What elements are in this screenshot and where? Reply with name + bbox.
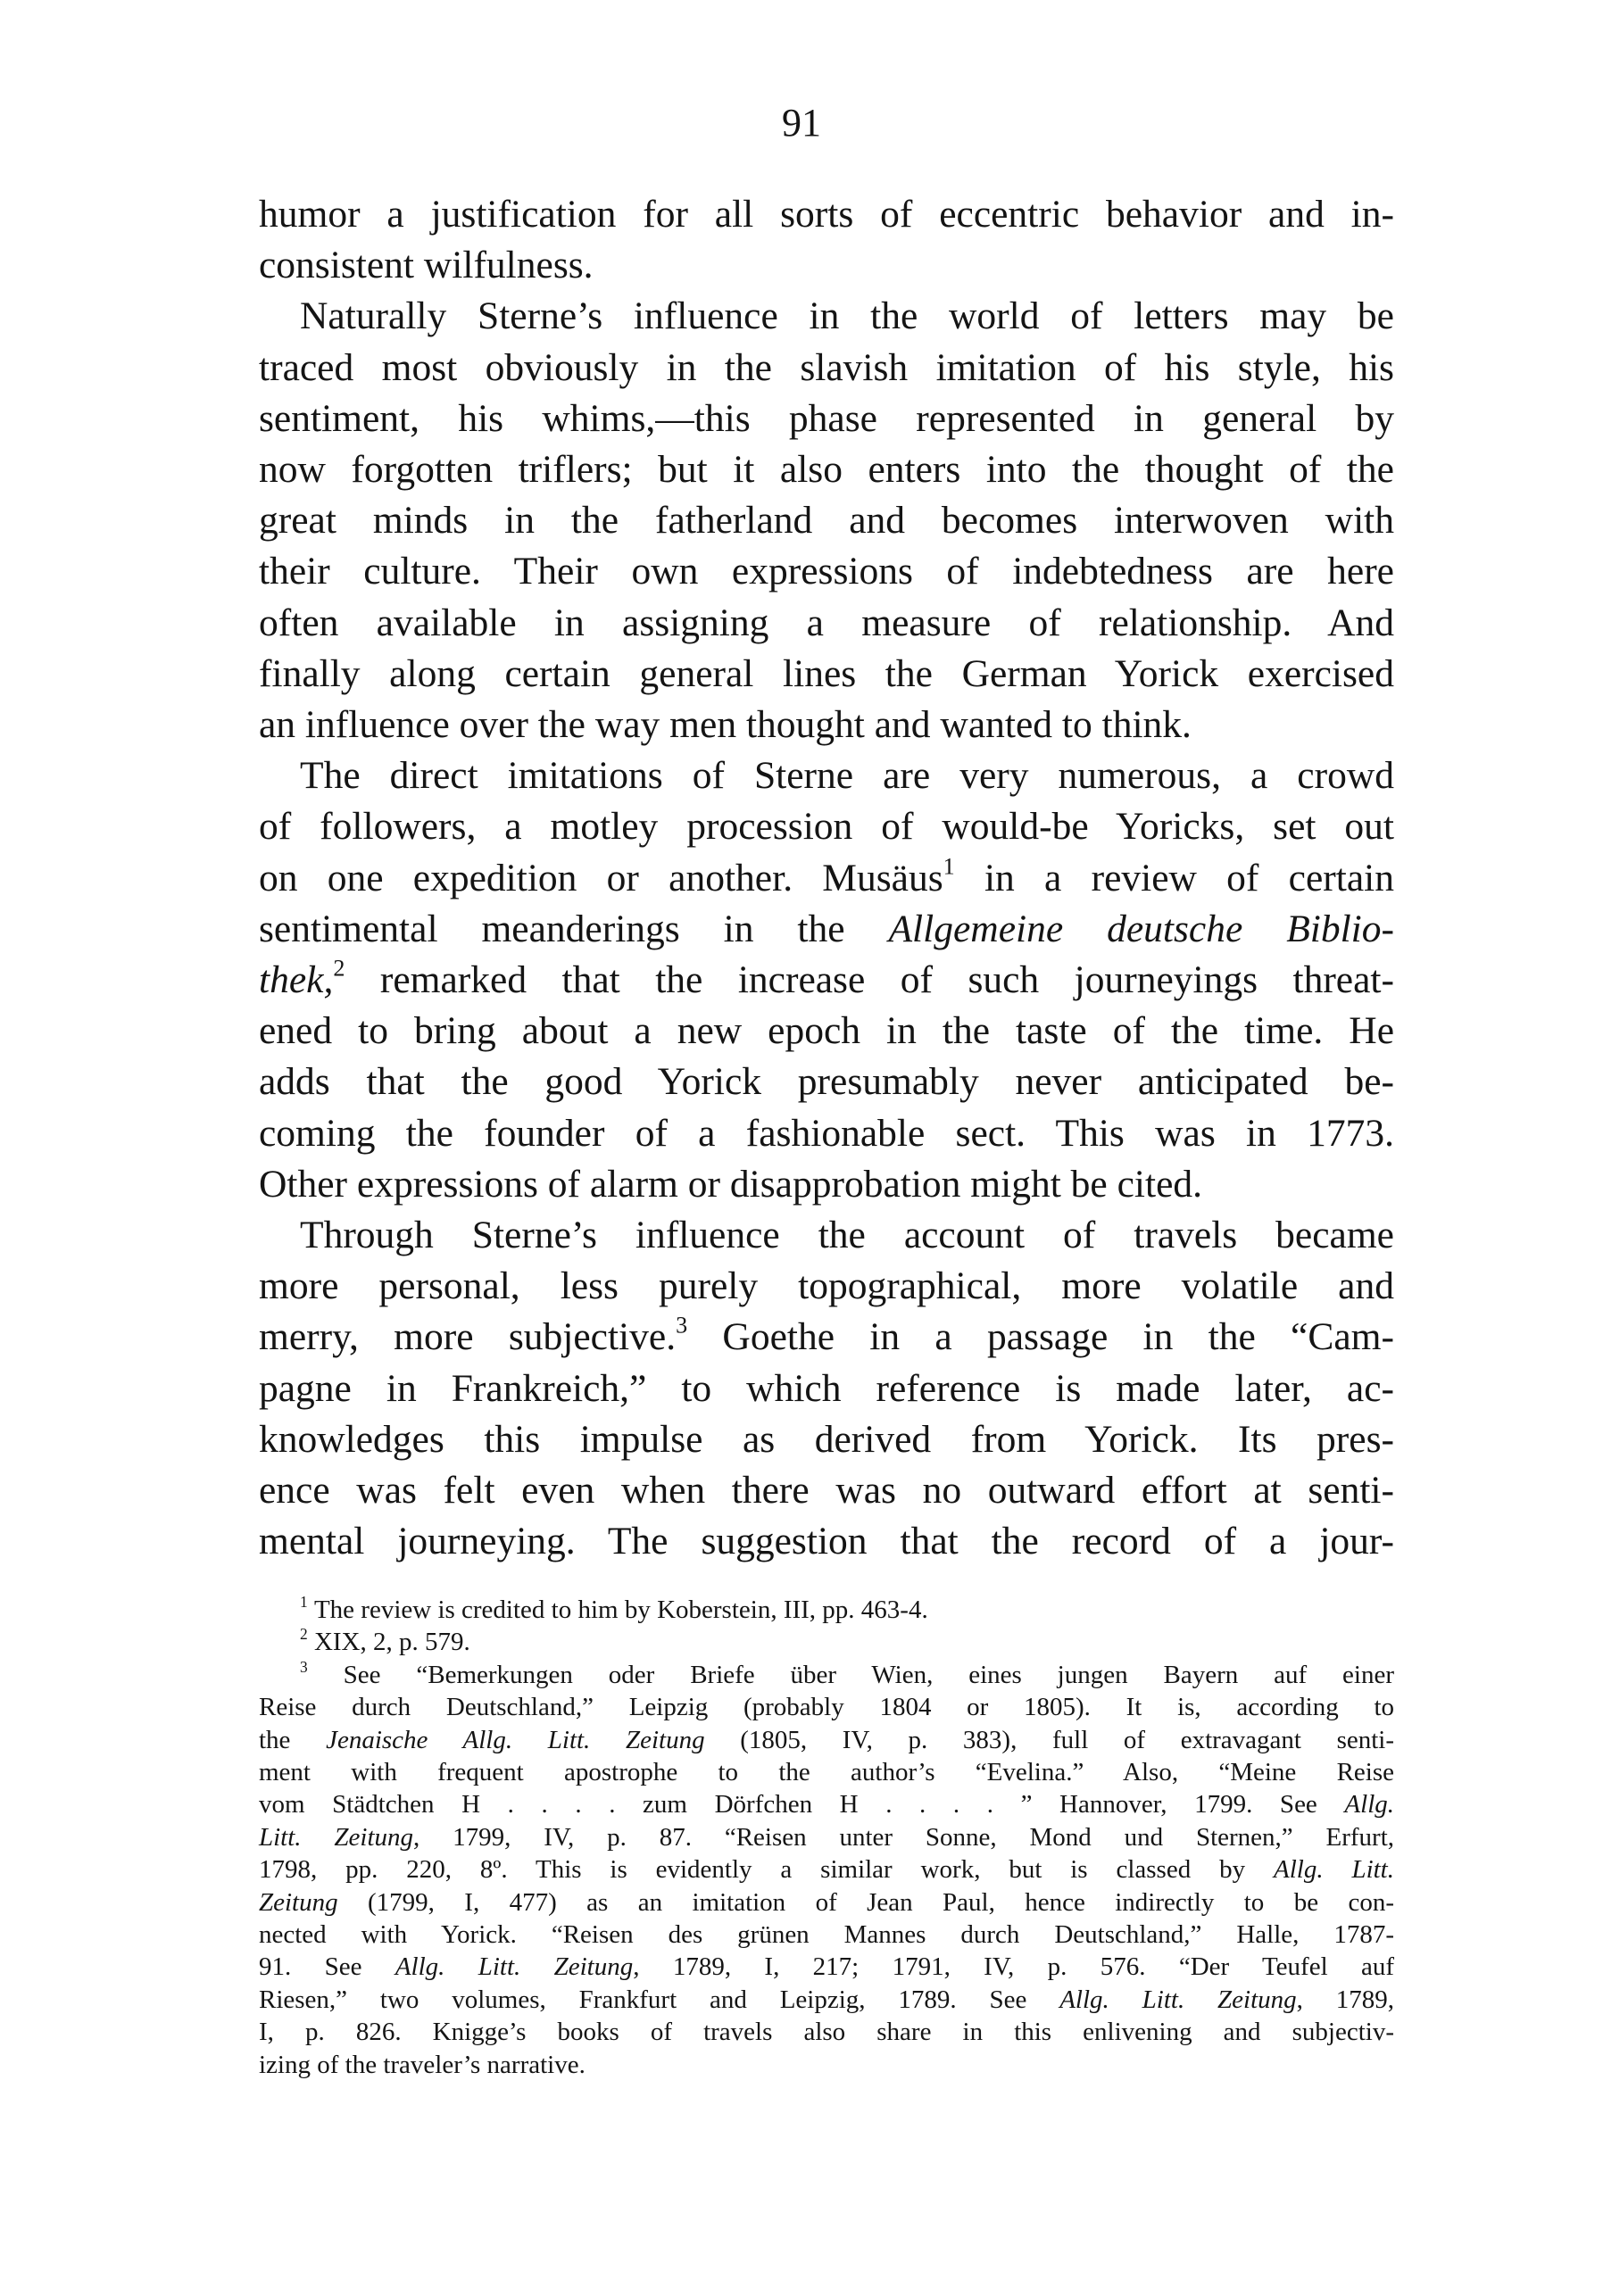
footnote-line bbox=[259, 1886, 1394, 1919]
footnote-ref: 2 bbox=[333, 955, 345, 982]
journal-title: thek, bbox=[259, 958, 334, 1002]
body-line: their culture. Their own expressions of indebtedness are here bbox=[259, 550, 1394, 593]
body-line: an influence over the way men thought and wanted to think. bbox=[259, 703, 1192, 747]
body-line-text: in a review of certain bbox=[984, 856, 1394, 899]
body-line: adds that the good Yorick presumably never anticipated be- bbox=[259, 1060, 1394, 1104]
footnote-text: The review is credited to him by Koberstein, III, pp. 463-4. bbox=[313, 1596, 928, 1624]
journal-title: Allgemeine deutsche Biblio- bbox=[888, 907, 1395, 950]
body-line: mental journeying. The suggestion that the record of a jour- bbox=[259, 1520, 1394, 1563]
body-line bbox=[259, 853, 1394, 904]
footnote-line bbox=[259, 1951, 1394, 1983]
body-line: Naturally Sterne’s influence in the world of letters may be bbox=[300, 294, 1394, 338]
footnote-text: See “Bemerkungen oder Briefe über Wien, eines jungen Bayern auf einer bbox=[343, 1660, 1394, 1689]
journal-title: Litt. Zeitung bbox=[259, 1822, 414, 1852]
body-line: finally along certain general lines the German Yorick exercised bbox=[259, 651, 1394, 695]
body-line: coming the founder of a fashionable sect. This was in 1773. bbox=[259, 1111, 1394, 1155]
journal-title: Allg. Litt. bbox=[1273, 1855, 1394, 1885]
footnote-text: , 1799, IV, p. 87. “Reisen unter Sonne, Mond und Sternen,” Erfurt, bbox=[413, 1822, 1395, 1852]
footnote-ref: 1 bbox=[943, 853, 955, 880]
footnote-mark: 1 bbox=[300, 1592, 308, 1611]
page-number: 91 bbox=[782, 101, 821, 145]
footnote-mark: 3 bbox=[300, 1657, 308, 1676]
body-line bbox=[259, 955, 1394, 1006]
body-line-text: remarked that the increase of such journeyings threat- bbox=[379, 958, 1394, 1002]
footnote-line bbox=[259, 1984, 1394, 2016]
footnote-text: (1805, IV, p. 383), full of extravagant senti- bbox=[740, 1725, 1395, 1754]
footnote-line: izing of the traveler’s narrative. bbox=[259, 2050, 586, 2079]
footnote-text: XIX, 2, p. 579. bbox=[313, 1628, 470, 1657]
journal-title: Allg. Litt. Zeitung bbox=[1059, 1985, 1297, 2014]
footnote-text: , 1789, I, 217; 1791, IV, p. 576. “Der Teufel auf bbox=[633, 1952, 1394, 1982]
footnote-ref: 3 bbox=[676, 1313, 688, 1339]
footnote-line bbox=[259, 1724, 1394, 1756]
footnote-2 bbox=[259, 1626, 1394, 1658]
footnote-text: 91. See bbox=[259, 1952, 362, 1982]
footnote-line bbox=[259, 1788, 1394, 1820]
body-line-text: sentimental meanderings in the bbox=[259, 907, 845, 950]
journal-title: Jenaische Allg. Litt. Zeitung bbox=[326, 1725, 705, 1754]
footnote-line: nected with Yorick. “Reisen des grünen Mannes durch Deutschland,” Halle, 1787- bbox=[259, 1920, 1394, 1950]
body-line: The direct imitations of Sterne are very numerous, a crowd bbox=[300, 754, 1394, 798]
footnote-1 bbox=[259, 1594, 1394, 1626]
body-line: consistent wilfulness. bbox=[259, 244, 594, 287]
footnote-line: I, p. 826. Knigge’s books of travels also share in this enlivening and subjectiv- bbox=[259, 2018, 1394, 2047]
body-line: Through Sterne’s influence the account of travels became bbox=[300, 1214, 1394, 1257]
body-line: now forgotten triflers; but it also enters into the thought of the bbox=[259, 448, 1394, 492]
footnote-line bbox=[259, 1853, 1394, 1886]
footnote-line: ment with frequent apostrophe to the author’s “Evelina.” Also, “Meine Reise bbox=[259, 1758, 1394, 1787]
journal-title: Zeitung bbox=[259, 1887, 338, 1917]
body-line-text: merry, more subjective. bbox=[259, 1315, 677, 1359]
body-line: pagne in Frankreich,” to which reference is made later, ac- bbox=[259, 1366, 1394, 1410]
body-line bbox=[259, 1312, 1394, 1363]
body-line bbox=[259, 904, 1394, 955]
body-line: more personal, less purely topographical, more volatile and bbox=[259, 1264, 1394, 1308]
footnote-text: vom Städtchen H . . . . zum Dörfchen H . . . . ” Hannover, 1799. See bbox=[259, 1790, 1317, 1819]
footnote-line: Reise durch Deutschland,” Leipzig (probably 1804 or 1805). It is, according to bbox=[259, 1693, 1394, 1722]
body-line: traced most obviously in the slavish imitation of his style, his bbox=[259, 345, 1394, 389]
footnote-text: , 1789, bbox=[1296, 1985, 1395, 2014]
body-line: humor a justification for all sorts of eccentric behavior and in- bbox=[259, 193, 1394, 236]
body-text bbox=[259, 189, 1394, 1567]
body-line: sentiment, his whims,—this phase represented in general by bbox=[259, 396, 1394, 440]
body-line: ence was felt even when there was no outward effort at senti- bbox=[259, 1469, 1394, 1513]
body-line: ened to bring about a new epoch in the taste of the time. He bbox=[259, 1009, 1394, 1053]
footnote-text: the bbox=[259, 1725, 291, 1754]
footnotes bbox=[259, 1594, 1394, 2081]
footnote-text: 1798, pp. 220, 8º. This is evidently a similar work, but is classed by bbox=[259, 1855, 1246, 1885]
footnote-text: Riesen,” two volumes, Frankfurt and Leipzig, 1789. See bbox=[259, 1985, 1027, 2014]
body-line: great minds in the fatherland and becomes interwoven with bbox=[259, 499, 1394, 543]
footnote-text: (1799, I, 477) as an imitation of Jean Paul, hence indirectly to be con- bbox=[368, 1887, 1394, 1917]
journal-title: Allg. bbox=[1344, 1790, 1395, 1819]
journal-title: Allg. Litt. Zeitung bbox=[395, 1952, 634, 1982]
body-line-text: Goethe in a passage in the “Cam- bbox=[722, 1315, 1395, 1359]
body-line: knowledges this impulse as derived from Yorick. Its pres- bbox=[259, 1417, 1394, 1461]
footnote-3 bbox=[259, 1659, 1394, 1691]
body-line-text: on one expedition or another. Musäus bbox=[259, 856, 943, 899]
footnote-line bbox=[259, 1821, 1394, 1853]
body-line: of followers, a motley procession of would-be Yoricks, set out bbox=[259, 805, 1394, 849]
body-line: Other expressions of alarm or disapprobation might be cited. bbox=[259, 1162, 1203, 1206]
footnote-mark: 2 bbox=[300, 1625, 308, 1644]
body-line: often available in assigning a measure of relationship. And bbox=[259, 601, 1394, 644]
